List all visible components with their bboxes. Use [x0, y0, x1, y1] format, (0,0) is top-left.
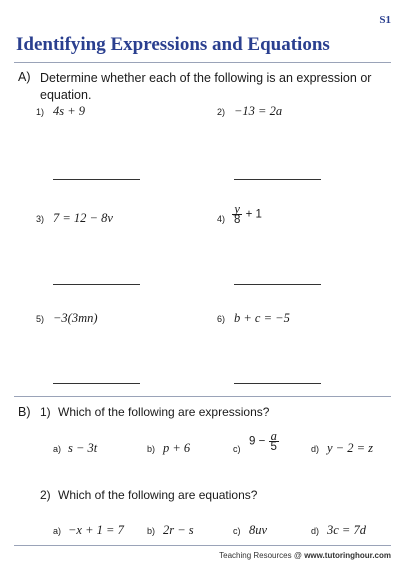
question-5-number: 5)	[36, 314, 45, 324]
question-4-tail: + 1	[245, 208, 262, 221]
b1-option-c[interactable]	[249, 431, 279, 452]
b1-option-a-letter: a)	[53, 444, 62, 454]
question-1-number: 1)	[36, 107, 45, 117]
b1-option-b[interactable]: p + 6	[163, 441, 191, 455]
b2-option-c[interactable]: 8uv	[249, 523, 268, 537]
answer-line-3[interactable]	[53, 284, 140, 285]
footer-credit	[219, 551, 391, 560]
question-3-number: 3)	[36, 214, 45, 224]
section-b-q1-text: Which of the following are expressions?	[58, 405, 270, 419]
question-5-expression: −3(3mn)	[53, 311, 98, 325]
b1-option-d[interactable]: y − 2 = z	[327, 441, 374, 455]
b1-option-c-letter: c)	[233, 444, 241, 454]
b1-option-b-letter: b)	[147, 444, 156, 454]
section-b-q2-text: Which of the following are equations?	[58, 488, 258, 502]
question-6-expression: b + c = −5	[234, 311, 290, 325]
section-a-instruction: Determine whether each of the following is an expression or equation.	[40, 71, 372, 102]
footer-site-link[interactable]: www.tutoringhour.com	[304, 551, 391, 560]
b1-option-c-fraction: $\frac{a}{5}$	[270, 429, 277, 453]
worksheet-title: Identifying Expressions and Equations	[16, 34, 330, 55]
b2-option-b[interactable]: 2r − s	[163, 523, 194, 537]
answer-line-4[interactable]	[234, 284, 321, 285]
b2-option-b-letter: b)	[147, 526, 156, 536]
b1-option-a[interactable]: s − 3t	[68, 441, 98, 455]
b2-option-d[interactable]: 3c = 7d	[327, 523, 366, 537]
question-4-expression	[232, 204, 262, 225]
question-6-number: 6)	[217, 314, 226, 324]
question-4-number: 4)	[217, 214, 226, 224]
b1-option-c-head: 9 −	[249, 435, 266, 448]
footer-divider	[14, 545, 391, 546]
answer-line-2[interactable]	[234, 179, 321, 180]
b1-option-d-letter: d)	[311, 444, 320, 454]
question-2-number: 2)	[217, 107, 226, 117]
b2-option-a-letter: a)	[53, 526, 62, 536]
section-divider	[14, 396, 391, 397]
answer-line-6[interactable]	[234, 383, 321, 384]
section-a-label: A)	[18, 70, 31, 84]
footer-prefix: Teaching Resources @	[219, 551, 302, 560]
question-3-expression: 7 = 12 − 8v	[53, 211, 113, 225]
section-b-q1-number: 1)	[40, 405, 51, 419]
answer-line-5[interactable]	[53, 383, 140, 384]
answer-line-1[interactable]	[53, 179, 140, 180]
question-1-expression: 4s + 9	[53, 104, 86, 118]
title-divider	[14, 62, 391, 63]
question-2-expression: −13 = 2a	[234, 104, 283, 118]
b2-option-a[interactable]: −x + 1 = 7	[68, 523, 124, 537]
b2-option-d-letter: d)	[311, 526, 320, 536]
section-b-label: B)	[18, 405, 31, 419]
section-b-q2-number: 2)	[40, 488, 51, 502]
question-4-fraction: $\frac{y}{8}$	[234, 202, 241, 226]
sheet-code: S1	[379, 14, 391, 26]
b2-option-c-letter: c)	[233, 526, 241, 536]
